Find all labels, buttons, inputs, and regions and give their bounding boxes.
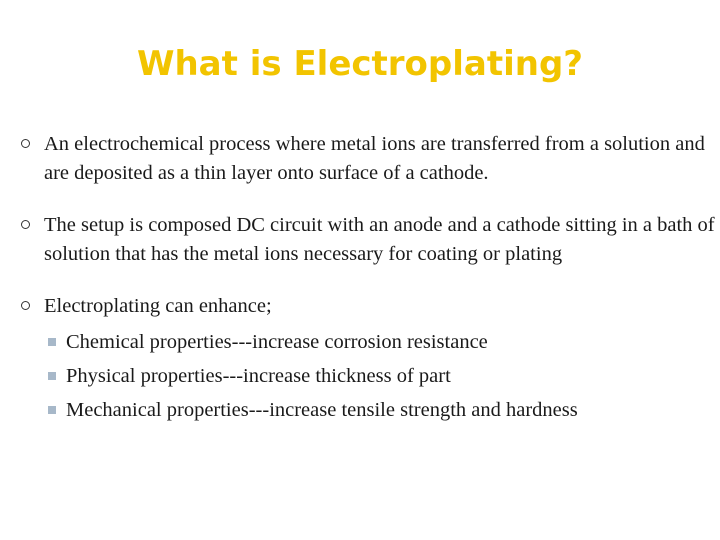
bullet-text: An electrochemical process where metal ions are transferred from a solution and are deposited as a thin layer onto surface of a cathode. <box>44 133 705 184</box>
sub-bullet-item <box>44 393 715 427</box>
sub-bullet-item <box>44 325 715 359</box>
square-icon <box>48 338 56 346</box>
square-icon <box>48 406 56 414</box>
hollow-circle-icon <box>21 220 30 229</box>
sub-bullet-text: Mechanical properties---increase tensile strength and hardness <box>66 399 578 421</box>
bullet-text: Electroplating can enhance; <box>44 295 272 317</box>
hollow-circle-icon <box>21 139 30 148</box>
slide-content <box>20 130 715 450</box>
sub-bullet-item <box>44 359 715 393</box>
bullet-item <box>20 211 715 269</box>
bullet-item <box>20 292 715 427</box>
slide-title: What is Electroplating? <box>136 44 584 84</box>
sub-bullet-text: Physical properties---increase thickness of part <box>66 365 451 387</box>
square-icon <box>48 372 56 380</box>
sub-bullet-text: Chemical properties---increase corrosion resistance <box>66 331 488 353</box>
sub-bullet-list <box>44 325 715 427</box>
bullet-item <box>20 130 715 188</box>
hollow-circle-icon <box>21 301 30 310</box>
bullet-text: The setup is composed DC circuit with an anode and a cathode sitting in a bath of solution that has the metal ions necessary for coating or plating <box>44 214 715 265</box>
